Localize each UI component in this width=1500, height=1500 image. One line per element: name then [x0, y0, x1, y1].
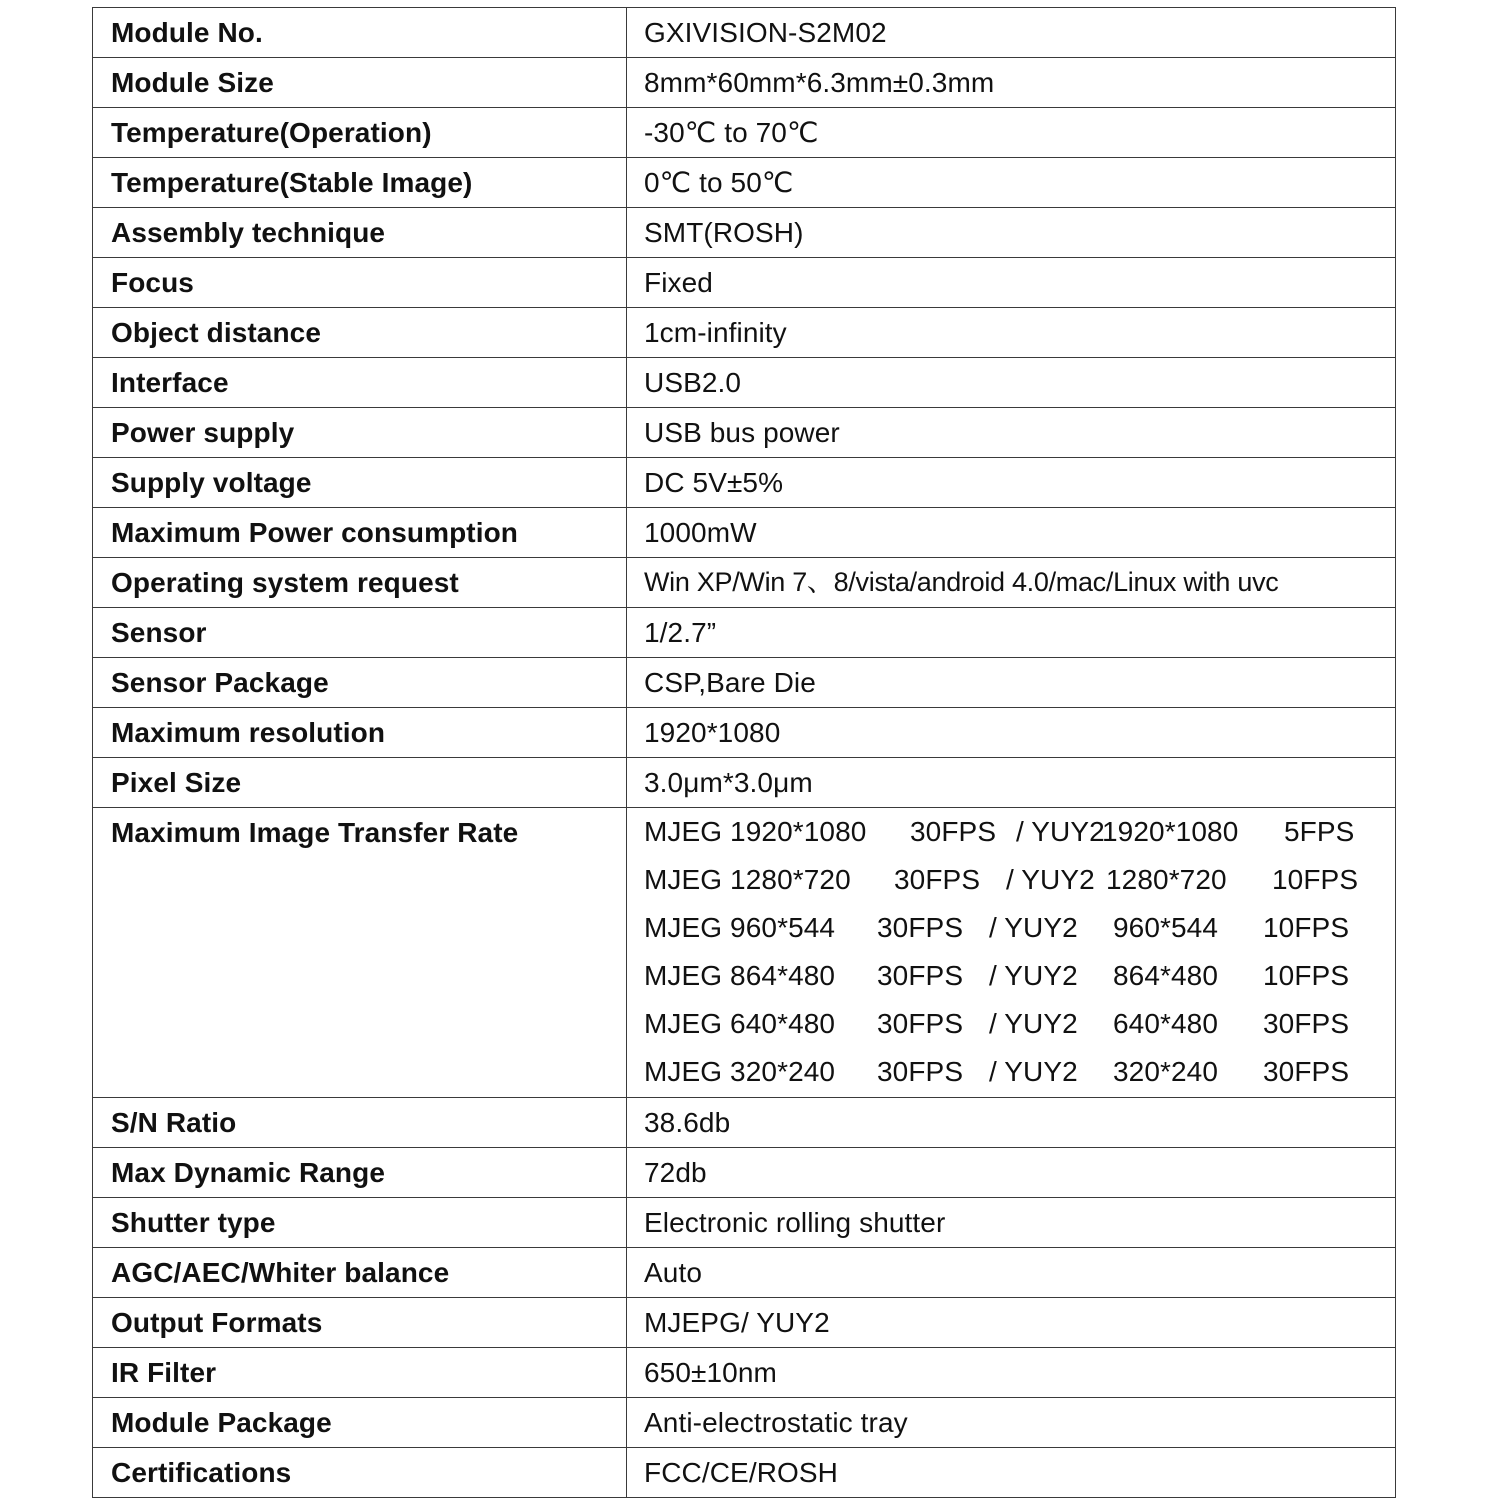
- yuy2-fps: 30FPS: [1263, 1056, 1350, 1087]
- spec-value: 38.6db: [627, 1098, 1396, 1148]
- spec-value: FCC/CE/ROSH: [627, 1448, 1396, 1498]
- yuy2-mode: 864*480: [1113, 960, 1219, 991]
- spec-value: USB2.0: [627, 358, 1396, 408]
- transfer-rate-list: [627, 808, 1396, 1098]
- spec-value: Anti-electrostatic tray: [627, 1398, 1396, 1448]
- spec-row: [93, 358, 1396, 408]
- spec-value: 8mm*60mm*6.3mm±0.3mm: [627, 58, 1396, 108]
- spec-value: 1/2.7”: [627, 608, 1396, 658]
- spec-value: DC 5V±5%: [627, 458, 1396, 508]
- spec-value: Electronic rolling shutter: [627, 1198, 1396, 1248]
- spec-label: Shutter type: [93, 1198, 627, 1248]
- mjeg-fps: 30FPS: [877, 960, 964, 991]
- spec-row: [93, 1398, 1396, 1448]
- spec-label: Module No.: [93, 8, 627, 58]
- transfer-rate-line: [644, 808, 1395, 856]
- spec-row: [93, 158, 1396, 208]
- yuy2-fps: 10FPS: [1263, 960, 1350, 991]
- spec-row: [93, 458, 1396, 508]
- spec-label: Maximum Image Transfer Rate: [93, 808, 627, 1098]
- spec-row: [93, 1448, 1396, 1498]
- transfer-rate-line: [644, 1000, 1395, 1048]
- yuy2-mode: 640*480: [1113, 1008, 1219, 1039]
- spec-value: 650±10nm: [627, 1348, 1396, 1398]
- mjeg-mode: MJEG 1920*1080: [644, 816, 867, 847]
- spec-row: [93, 258, 1396, 308]
- spec-label: Temperature(Stable Image): [93, 158, 627, 208]
- spec-label: Interface: [93, 358, 627, 408]
- spec-value: 0℃ to 50℃: [627, 158, 1396, 208]
- spec-value: -30℃ to 70℃: [627, 108, 1396, 158]
- mjeg-mode: MJEG 320*240: [644, 1056, 836, 1087]
- yuy2-mode: 960*544: [1113, 912, 1219, 943]
- spec-row: [93, 708, 1396, 758]
- yuy2-fps: 10FPS: [1263, 912, 1350, 943]
- yuy2-fps: 10FPS: [1272, 864, 1359, 895]
- transfer-rate-line: [644, 952, 1395, 1000]
- spec-value: 1cm-infinity: [627, 308, 1396, 358]
- spec-row: [93, 208, 1396, 258]
- yuy2-mode: 320*240: [1113, 1056, 1219, 1087]
- spec-label: Max Dynamic Range: [93, 1148, 627, 1198]
- spec-value: SMT(ROSH): [627, 208, 1396, 258]
- spec-row: [93, 8, 1396, 58]
- spec-value: Fixed: [627, 258, 1396, 308]
- mjeg-fps: 30FPS: [877, 1056, 964, 1087]
- spec-row: [93, 408, 1396, 458]
- spec-value: MJEPG/ YUY2: [627, 1298, 1396, 1348]
- spec-value: 1920*1080: [627, 708, 1396, 758]
- spec-row: [93, 508, 1396, 558]
- spec-label: Operating system request: [93, 558, 627, 608]
- yuy2-label: / YUY2: [989, 960, 1078, 991]
- spec-row: [93, 1348, 1396, 1398]
- yuy2-mode: 1280*720: [1106, 864, 1227, 895]
- spec-label: Pixel Size: [93, 758, 627, 808]
- spec-label: Output Formats: [93, 1298, 627, 1348]
- yuy2-label: / YUY2: [989, 1008, 1078, 1039]
- spec-value: Win XP/Win 7、8/vista/android 4.0/mac/Linux with uvc: [627, 558, 1396, 608]
- spec-label: AGC/AEC/Whiter balance: [93, 1248, 627, 1298]
- spec-row: [93, 1298, 1396, 1348]
- spec-row-transfer-rate: [93, 808, 1396, 1098]
- spec-label: Maximum resolution: [93, 708, 627, 758]
- spec-row: [93, 58, 1396, 108]
- spec-row: [93, 758, 1396, 808]
- yuy2-label: / YUY2: [1006, 864, 1095, 895]
- spec-label: S/N Ratio: [93, 1098, 627, 1148]
- spec-value: 1000mW: [627, 508, 1396, 558]
- mjeg-mode: MJEG 640*480: [644, 1008, 836, 1039]
- mjeg-fps: 30FPS: [910, 816, 997, 847]
- mjeg-fps: 30FPS: [894, 864, 981, 895]
- spec-value: USB bus power: [627, 408, 1396, 458]
- spec-label: Certifications: [93, 1448, 627, 1498]
- yuy2-mode: 1920*1080: [1102, 816, 1239, 847]
- spec-value: 3.0μm*3.0μm: [627, 758, 1396, 808]
- spec-label: Supply voltage: [93, 458, 627, 508]
- transfer-rate-line: [644, 856, 1395, 904]
- spec-value: CSP,Bare Die: [627, 658, 1396, 708]
- yuy2-label: / YUY2: [989, 912, 1078, 943]
- mjeg-fps: 30FPS: [877, 1008, 964, 1039]
- mjeg-mode: MJEG 864*480: [644, 960, 836, 991]
- mjeg-mode: MJEG 1280*720: [644, 864, 851, 895]
- spec-label: Power supply: [93, 408, 627, 458]
- spec-row: [93, 658, 1396, 708]
- yuy2-fps: 30FPS: [1263, 1008, 1350, 1039]
- spec-row: [93, 308, 1396, 358]
- spec-row: [93, 1148, 1396, 1198]
- mjeg-fps: 30FPS: [877, 912, 964, 943]
- spec-label: Sensor Package: [93, 658, 627, 708]
- yuy2-fps: 5FPS: [1284, 816, 1355, 847]
- spec-row: [93, 1098, 1396, 1148]
- spec-row: [93, 108, 1396, 158]
- spec-label: Temperature(Operation): [93, 108, 627, 158]
- spec-label: Module Package: [93, 1398, 627, 1448]
- spec-label: IR Filter: [93, 1348, 627, 1398]
- spec-row: [93, 1248, 1396, 1298]
- spec-value: GXIVISION-S2M02: [627, 8, 1396, 58]
- mjeg-mode: MJEG 960*544: [644, 912, 836, 943]
- spec-label: Focus: [93, 258, 627, 308]
- spec-label: Maximum Power consumption: [93, 508, 627, 558]
- transfer-rate-line: [644, 1048, 1395, 1096]
- yuy2-label: / YUY2: [1016, 816, 1105, 847]
- yuy2-label: / YUY2: [989, 1056, 1078, 1087]
- spec-value: 72db: [627, 1148, 1396, 1198]
- spec-row: [93, 608, 1396, 658]
- spec-label: Module Size: [93, 58, 627, 108]
- spec-table: [92, 7, 1396, 1498]
- spec-label: Sensor: [93, 608, 627, 658]
- spec-label: Assembly technique: [93, 208, 627, 258]
- spec-row: [93, 558, 1396, 608]
- transfer-rate-line: [644, 904, 1395, 952]
- spec-value: Auto: [627, 1248, 1396, 1298]
- spec-row: [93, 1198, 1396, 1248]
- spec-label: Object distance: [93, 308, 627, 358]
